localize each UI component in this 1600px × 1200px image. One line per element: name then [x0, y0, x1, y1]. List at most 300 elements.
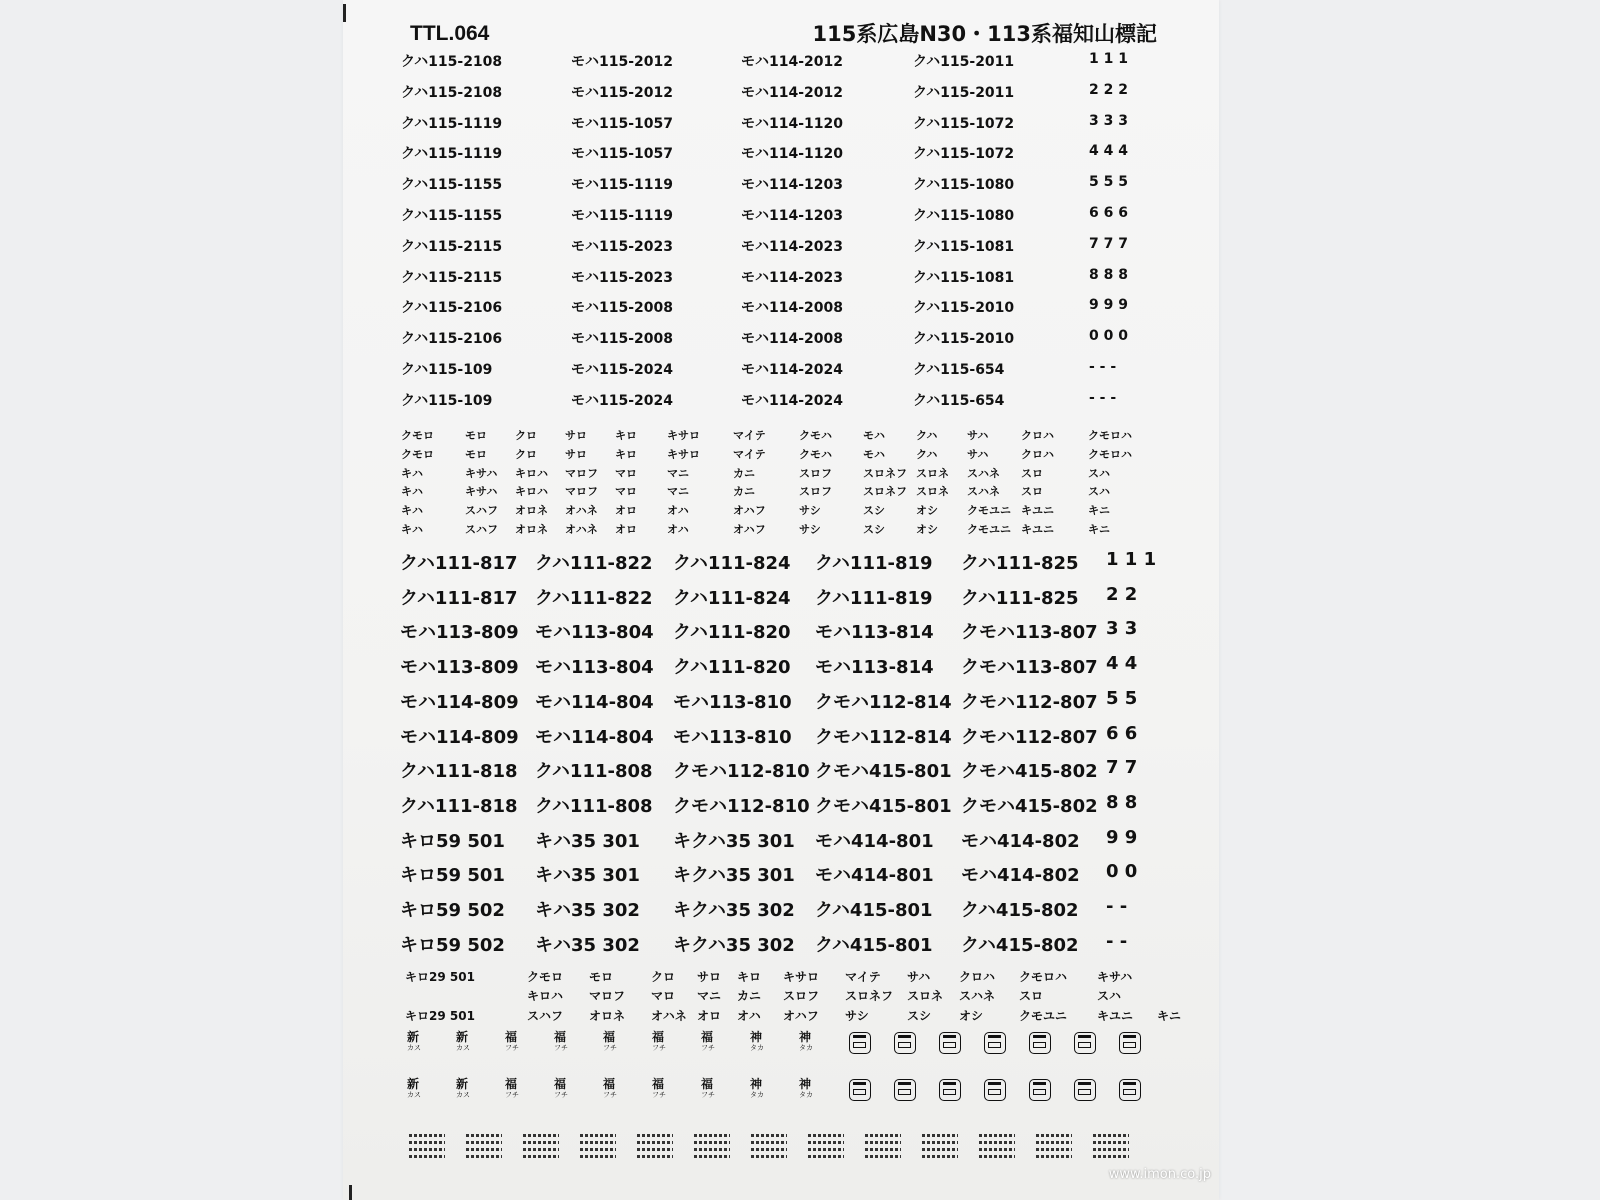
depot-code — [456, 1030, 496, 1060]
decal-label: マロ — [651, 989, 676, 1004]
plate-icon-box — [1123, 1089, 1136, 1095]
label-row — [343, 297, 1219, 317]
decal-label: クハ115-109 — [401, 362, 493, 378]
decal-label: キロ — [615, 429, 637, 442]
decal-label: クハ111-820 — [673, 657, 791, 679]
label-row — [343, 968, 1219, 988]
plate-icon — [1119, 1032, 1141, 1054]
fine-print-line — [523, 1141, 559, 1144]
label-row — [343, 174, 1219, 194]
decal-label: モハ114-2008 — [741, 331, 843, 348]
depot-badges — [343, 1030, 1219, 1200]
depot-main-char: 福 — [505, 1030, 518, 1044]
decal-label: モハ114-1203 — [741, 177, 843, 194]
label-row — [343, 446, 1219, 466]
decal-label: クハ111-818 — [400, 761, 518, 783]
decal-label: モハ115-2012 — [571, 54, 673, 70]
fine-print-block — [979, 1130, 1021, 1164]
decal-label: クモハ — [799, 429, 832, 442]
decal-label: オロネ — [589, 1008, 626, 1023]
decal-label: クモロハ — [1088, 429, 1132, 442]
decal-label: マロ — [615, 466, 637, 480]
decal-label: オロ — [615, 523, 637, 536]
decal-label: クハ415-802 — [961, 900, 1079, 921]
decal-label: モハ113-809 — [400, 657, 519, 679]
decal-label: 7 7 — [1106, 757, 1138, 779]
decal-label: キハ — [401, 504, 423, 518]
decal-label: キロハ — [515, 466, 548, 480]
decal-label: モハ115-2023 — [571, 269, 673, 286]
decal-label: クモユニ — [967, 504, 1011, 518]
decal-label: クハ111-822 — [535, 553, 653, 574]
decal-label: モハ113-814 — [815, 657, 934, 679]
decal-label: モハ115-2024 — [571, 392, 673, 409]
decal-label: クハ111-824 — [673, 553, 791, 574]
decal-label: 0 0 0 — [1089, 328, 1128, 345]
decal-label: スハ — [1088, 466, 1110, 480]
decal-label: スシ — [907, 1008, 932, 1023]
decal-label: スロ — [1021, 466, 1043, 480]
depot-main-char: 福 — [652, 1030, 665, 1044]
decal-label: クモハ112-814 — [815, 726, 952, 748]
decal-label: 3 3 3 — [1089, 112, 1128, 129]
fine-print-line — [523, 1134, 559, 1137]
decal-label: キロ — [737, 970, 762, 984]
decal-label: モハ114-809 — [400, 691, 519, 713]
fine-print-block — [865, 1130, 907, 1164]
decal-label: クハ115-2011 — [913, 84, 1015, 101]
label-row — [343, 987, 1219, 1007]
decal-label: キハ — [401, 523, 423, 536]
decal-label: モハ115-2023 — [571, 238, 673, 255]
fine-print-line — [694, 1155, 730, 1158]
depot-code — [603, 1077, 643, 1107]
fine-print-line — [694, 1141, 730, 1144]
decal-label: スロフ — [799, 485, 832, 499]
decal-label: モハ113-814 — [815, 622, 934, 644]
decal-label: マロフ — [565, 485, 598, 499]
label-row — [343, 113, 1219, 133]
decal-label: スシ — [863, 504, 885, 518]
label-row — [343, 861, 1219, 887]
plate-icon-bar — [898, 1035, 911, 1038]
plate-icon — [984, 1032, 1006, 1054]
decal-label: 6 6 6 — [1089, 205, 1128, 221]
decal-label: - - — [1106, 930, 1128, 952]
label-row — [343, 722, 1219, 748]
decal-label: 9 9 9 — [1089, 297, 1128, 314]
fine-print-line — [865, 1134, 901, 1137]
fine-print-line — [751, 1134, 787, 1137]
plate-icon-box — [898, 1089, 911, 1095]
fine-print-line — [979, 1134, 1015, 1137]
fine-print-line — [979, 1141, 1015, 1144]
fine-print-line — [580, 1134, 616, 1137]
decal-label: サハ — [967, 447, 989, 461]
decal-label: サハ — [907, 970, 931, 984]
depot-main-char: 福 — [652, 1077, 665, 1091]
depot-code — [652, 1030, 692, 1060]
decal-label: キロ — [615, 447, 637, 461]
depot-main-char: 神 — [750, 1077, 763, 1091]
decal-label: キロ29 501 — [405, 1008, 475, 1023]
decal-label: カニ — [733, 466, 755, 480]
label-row — [343, 757, 1219, 783]
decal-label: キユニ — [1021, 523, 1054, 536]
decal-label: クハ115-1155 — [401, 177, 503, 194]
decal-label: モハ114-2012 — [741, 84, 843, 101]
depot-kana: タカ — [799, 1044, 813, 1052]
plate-icon-bar — [1123, 1082, 1136, 1085]
decal-label: クハ111-822 — [535, 587, 653, 609]
depot-code — [750, 1030, 790, 1060]
decal-label: 1 1 1 — [1106, 549, 1157, 570]
fine-print-block — [637, 1130, 679, 1164]
depot-kana: フチ — [603, 1044, 617, 1052]
fine-print-block — [808, 1130, 850, 1164]
decal-label: クハ415-801 — [815, 934, 933, 956]
decal-label: モロ — [589, 970, 614, 984]
decal-label: キハ35 301 — [535, 865, 640, 887]
decal-label: クハ115-1080 — [913, 177, 1015, 194]
plate-icon-box — [988, 1042, 1001, 1048]
fine-print-line — [523, 1155, 559, 1158]
decal-label: キハ35 301 — [535, 830, 640, 852]
decal-label: キサハ — [465, 466, 498, 480]
plate-icon-box — [943, 1089, 956, 1095]
fine-print-line — [694, 1148, 730, 1151]
decal-label: キユニ — [1097, 1008, 1134, 1023]
depot-kana: タカ — [750, 1091, 764, 1099]
plate-icon-box — [853, 1089, 866, 1095]
decal-label: オロ — [697, 1008, 722, 1023]
plate-icon-box — [1033, 1042, 1046, 1048]
fine-print-block — [409, 1130, 451, 1164]
depot-main-char: 神 — [750, 1030, 763, 1044]
decal-label: クハ111-808 — [535, 795, 653, 817]
decal-label: キクハ35 301 — [673, 830, 795, 852]
label-row — [343, 583, 1219, 609]
decal-label: マニ — [697, 989, 722, 1004]
decal-label: 0 0 — [1106, 861, 1138, 883]
decal-label: クモハ415-801 — [815, 761, 952, 783]
decal-label: クモロ — [401, 429, 434, 442]
badge-row — [343, 1077, 1219, 1109]
decal-label: クハ115-2115 — [401, 269, 503, 286]
decal-label: サハ — [967, 429, 989, 442]
decal-label: クハ115-2108 — [401, 84, 503, 101]
decal-label: モハ114-1203 — [741, 208, 843, 224]
fine-print-line — [637, 1141, 673, 1144]
decal-label: 1 1 1 — [1089, 51, 1128, 67]
decal-label: キロハ — [527, 989, 564, 1004]
plate-icon — [984, 1079, 1006, 1101]
depot-main-char: 福 — [603, 1030, 616, 1044]
fine-print-line — [865, 1155, 901, 1158]
decal-label: クハ115-654 — [913, 392, 1005, 409]
decal-label: クモハ113-807 — [961, 657, 1098, 679]
plate-icon-box — [988, 1089, 1001, 1095]
plate-icon-bar — [943, 1035, 956, 1038]
decal-label: モハ115-1057 — [571, 146, 673, 163]
depot-main-char: 福 — [603, 1077, 616, 1091]
decal-label: キロ59 501 — [400, 865, 505, 887]
label-row — [343, 328, 1219, 348]
depot-kana: フチ — [652, 1091, 666, 1099]
decal-label: サシ — [799, 504, 821, 518]
label-row — [343, 618, 1219, 644]
label-row — [343, 483, 1219, 503]
depot-main-char: 神 — [799, 1077, 812, 1091]
decal-label: オシ — [916, 523, 938, 536]
decal-label: クハ115-2106 — [401, 331, 503, 348]
fine-print-line — [637, 1155, 673, 1158]
plate-icon — [1119, 1079, 1141, 1101]
depot-code — [554, 1077, 594, 1107]
decal-label: スロネフ — [863, 485, 907, 499]
fine-print-line — [1093, 1148, 1129, 1151]
fine-print-line — [979, 1148, 1015, 1151]
decal-label: 7 7 7 — [1089, 235, 1128, 252]
depot-code — [799, 1030, 839, 1060]
depot-kana: カス — [407, 1091, 421, 1099]
decal-label: モハ113-804 — [535, 657, 654, 679]
decal-label: クハ111-817 — [400, 553, 518, 574]
depot-kana: フチ — [652, 1044, 666, 1052]
fine-print-line — [466, 1134, 502, 1137]
decal-label: キクハ35 302 — [673, 900, 795, 921]
decal-label: スハフ — [465, 504, 498, 518]
depot-code — [750, 1077, 790, 1107]
decal-label: スロ — [1019, 989, 1044, 1004]
decal-label: クハ115-1072 — [913, 146, 1015, 163]
decal-label: 2 2 — [1106, 583, 1138, 605]
fine-print-block — [466, 1130, 508, 1164]
decal-label: モハ — [863, 429, 885, 442]
fine-print-line — [865, 1148, 901, 1151]
decal-label: モハ414-802 — [961, 865, 1080, 887]
decal-label: キクハ35 301 — [673, 865, 795, 887]
depot-main-char: 福 — [701, 1077, 714, 1091]
decal-label: クハ111-825 — [961, 587, 1079, 609]
decal-label: クハ115-2011 — [913, 54, 1015, 70]
decal-label: マロ — [615, 485, 637, 499]
decal-label: クハ111-824 — [673, 587, 791, 609]
depot-code — [505, 1030, 545, 1060]
fine-print-line — [1036, 1155, 1072, 1158]
fine-print-line — [808, 1148, 844, 1151]
decal-label: オロ — [615, 504, 637, 518]
decal-label: クロハ — [1021, 447, 1054, 461]
decal-label: クハ — [916, 447, 938, 461]
decal-label: キニ — [1157, 1008, 1182, 1023]
decal-label: モハ114-804 — [535, 726, 654, 748]
decal-label: オシ — [916, 504, 938, 518]
decal-label: オハフ — [733, 504, 766, 518]
decal-label: 9 9 — [1106, 826, 1138, 848]
decal-label: クモハ — [799, 447, 832, 461]
depot-code — [407, 1077, 447, 1107]
fine-print-line — [1093, 1141, 1129, 1144]
decal-label: 4 4 4 — [1089, 143, 1128, 160]
fine-print-line — [1093, 1134, 1129, 1137]
decal-label: スハフ — [527, 1008, 564, 1023]
depot-kana: フチ — [701, 1091, 715, 1099]
depot-kana: カス — [456, 1044, 470, 1052]
decal-label: スハ — [1088, 485, 1110, 499]
label-row — [343, 465, 1219, 485]
decal-label: クモハ415-802 — [961, 795, 1098, 817]
label-row — [343, 549, 1219, 574]
decal-label: クハ111-818 — [400, 795, 518, 817]
plate-icon — [1029, 1032, 1051, 1054]
fine-print-line — [637, 1134, 673, 1137]
decal-label: スハネ — [959, 989, 996, 1004]
fine-print-line — [751, 1141, 787, 1144]
decal-label: カニ — [737, 989, 762, 1004]
decal-label: モハ414-801 — [815, 830, 934, 852]
fine-print-line — [751, 1155, 787, 1158]
plate-icon — [1074, 1032, 1096, 1054]
decal-label: クモハ112-807 — [961, 726, 1098, 748]
decal-label: 4 4 — [1106, 653, 1138, 675]
fine-print-line — [1036, 1141, 1072, 1144]
label-row — [343, 687, 1219, 713]
decal-label: クモハ112-814 — [815, 691, 952, 713]
decal-label: マロフ — [589, 989, 626, 1004]
decal-label: サロ — [565, 447, 587, 461]
decal-label: 5 5 5 — [1089, 174, 1128, 191]
plate-icon-box — [1078, 1042, 1091, 1048]
fine-print-line — [466, 1148, 502, 1151]
plate-icon-box — [1123, 1042, 1136, 1048]
decal-label: クハ — [916, 429, 938, 442]
decal-label: キハ — [401, 466, 423, 480]
decal-label: スロネ — [907, 989, 944, 1004]
decal-label: クハ111-820 — [673, 622, 791, 644]
fine-print-line — [580, 1155, 616, 1158]
fine-print-line — [922, 1134, 958, 1137]
decal-label: スハ — [1097, 989, 1122, 1004]
decal-label: サロ — [697, 970, 722, 984]
depot-kana: カス — [407, 1044, 421, 1052]
decal-label: サシ — [799, 523, 821, 536]
decal-label: スロネフ — [863, 466, 907, 480]
plate-icon-bar — [853, 1082, 866, 1085]
decal-label: オハネ — [651, 1008, 687, 1023]
plate-icon — [894, 1032, 916, 1054]
depot-kana: フチ — [554, 1044, 568, 1052]
fine-print-block — [580, 1130, 622, 1164]
fine-print-line — [580, 1148, 616, 1151]
decal-label: マニ — [667, 485, 689, 499]
fine-print-line — [922, 1155, 958, 1158]
depot-code — [554, 1030, 594, 1060]
plate-icon — [939, 1032, 961, 1054]
decal-sheet — [343, 0, 1219, 1200]
decal-label: オロネ — [515, 523, 548, 536]
decal-label: - - — [1106, 896, 1128, 917]
decal-label: クモユニ — [967, 523, 1011, 536]
plate-icon — [1029, 1079, 1051, 1101]
decal-label: オシ — [959, 1008, 984, 1023]
decal-label: スハネ — [967, 485, 1000, 499]
decal-label: キロ29 501 — [405, 970, 475, 984]
decal-label: 8 8 8 — [1089, 266, 1128, 283]
decal-label: キニ — [1088, 504, 1110, 518]
sheet-edge-mark-top — [343, 4, 346, 22]
decal-label: オロネ — [515, 504, 548, 518]
plate-icon — [849, 1079, 871, 1101]
decal-label: 3 3 — [1106, 618, 1138, 640]
decal-label: クハ415-801 — [815, 900, 933, 921]
decal-label: キハ — [401, 485, 423, 499]
decal-label: クハ111-817 — [400, 587, 518, 609]
decal-label: クハ115-1119 — [401, 115, 503, 132]
decal-label: キニ — [1088, 523, 1110, 536]
depot-main-char: 福 — [701, 1030, 714, 1044]
fine-print-block — [1093, 1130, 1135, 1164]
fine-print-line — [523, 1148, 559, 1151]
decal-label: スロネ — [916, 466, 949, 480]
decal-label: クハ111-825 — [961, 553, 1079, 574]
decal-label: キサハ — [465, 485, 498, 499]
plate-icon — [1074, 1079, 1096, 1101]
depot-code — [652, 1077, 692, 1107]
decal-label: モハ114-2012 — [741, 54, 843, 70]
decal-label: 2 2 2 — [1089, 81, 1128, 98]
decal-label: クハ115-1072 — [913, 115, 1015, 132]
depot-main-char: 新 — [407, 1030, 420, 1044]
sheet-heading: 115系広島N30・113系福知山標記 — [812, 22, 1157, 46]
fine-print-block — [922, 1130, 964, 1164]
decal-label: キサロ — [667, 429, 700, 442]
decal-label: マイテ — [733, 429, 766, 442]
decal-label: モハ113-810 — [673, 691, 792, 713]
depot-kana: フチ — [701, 1044, 715, 1052]
decal-label: - - - — [1089, 389, 1117, 406]
label-row — [343, 826, 1219, 852]
fine-print-row — [343, 1130, 1219, 1162]
decal-label: スロ — [1021, 485, 1043, 499]
decal-label: モハ113-809 — [400, 622, 519, 644]
depot-code — [456, 1077, 496, 1107]
decal-label: クハ115-2106 — [401, 300, 503, 317]
decal-label: モハ414-801 — [815, 865, 934, 887]
depot-main-char: 福 — [554, 1030, 567, 1044]
watermark: www.imon.co.jp — [1108, 1167, 1211, 1182]
decal-label: クモハ112-810 — [673, 761, 810, 783]
plate-icon — [939, 1079, 961, 1101]
decal-label: マロフ — [565, 466, 598, 480]
decal-label: クハ111-819 — [815, 587, 933, 609]
decal-label: クモハ112-810 — [673, 795, 810, 817]
fine-print-line — [1036, 1148, 1072, 1151]
decal-label: クモロハ — [1019, 970, 1068, 984]
plate-icon-bar — [898, 1082, 911, 1085]
decal-label: クロ — [515, 447, 537, 461]
decal-label: クハ115-2010 — [913, 300, 1015, 317]
plate-icon-bar — [1123, 1035, 1136, 1038]
decal-label: キロ59 502 — [400, 900, 505, 921]
label-row — [343, 236, 1219, 256]
decal-label: クモロハ — [1088, 447, 1132, 461]
plate-icon — [894, 1079, 916, 1101]
decal-label: モハ113-810 — [673, 726, 792, 748]
fine-print-line — [466, 1155, 502, 1158]
depot-code — [505, 1077, 545, 1107]
depot-code — [799, 1077, 839, 1107]
